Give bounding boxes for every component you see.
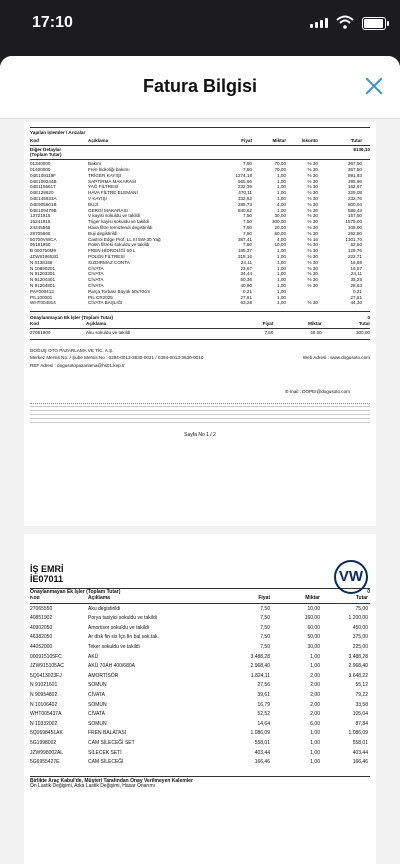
table-cell: 403,44 [352,749,368,756]
table-cell: 3.488,28 [348,653,368,660]
table-cell: PIL CR2025 [88,294,113,300]
vw-logo-icon: VW [334,560,368,594]
table-cell: Polen filtresi sokuldu ve takildi [88,242,150,248]
table-cell: 24,11 [240,259,252,265]
table-cell: 20,00 [274,224,286,230]
parts-table [30,161,370,306]
table-cell: 50,36 [240,277,252,283]
table-cell: % 30 [307,207,318,213]
table-cell: 2,00 [310,672,320,679]
table-cell: % 30 [307,161,318,167]
company-name: DOĞUŞ OTO PAZARLAMA VE TİC. A.Ş. [30,347,114,353]
table-cell: 232,39 [237,184,252,190]
table-cell: SİLECEK SETİ [88,749,122,756]
table-cell: 1,00 [310,749,320,756]
table-cell: N 91204401 [30,277,56,283]
table-cell: 28705665 [30,230,51,236]
table-row [30,691,370,701]
table-row [30,729,370,739]
table-cell: 7,50 [243,161,252,167]
table-cell: 60,00 [307,624,320,631]
table-cell: TRİGER KAYIŞI [88,172,122,178]
table-cell: AKÜ 70AH 400/680A [88,663,135,670]
table-cell: % 30 [307,265,318,271]
table-cell: 75,00 [355,605,368,612]
table-cell: 1,00 [310,730,320,737]
table-cell: 7,50 [243,219,252,225]
work-order-number: İE07011 [30,574,64,584]
table-cell: 1,00 [277,190,286,196]
table-cell: 318,16 [237,253,252,259]
company-mersis: Merkez Mersis No. / Şube Mersis No : 0394-0013-3630-0021 / 0394-0013-3630-0010 [30,355,204,361]
table-row [30,633,370,643]
table-cell: 1,00 [277,288,286,294]
table-cell: 7,50 [260,634,270,641]
table-cell: Fren hidroliği bakımı [88,166,130,172]
work-order-title: İŞ EMRİ [30,564,64,574]
table-cell: 10,00 [307,605,320,612]
table-cell: 04E115561T [30,184,56,190]
status-bar [0,0,400,48]
table-cell: GERGİ MAKARASI [88,207,128,213]
table-cell: 40902050 [30,624,53,631]
table-header: Kod Açıklama Fiyat Miktar İskonto Tutar [30,137,362,143]
table-cell: Hava filtre temizlendi degistirildi [88,224,153,230]
table-cell: WHT005437A [30,711,62,718]
table-cell: AMORTİSÖR [88,672,119,679]
table-cell: Castrol Edge Prof. LL III 5W-30 Yağ [88,236,161,242]
table-cell: CİVATA [88,265,104,271]
table-cell: Aku sokuldu ve takildi [86,329,131,335]
table-cell: N 0138158 [30,259,53,265]
table-cell: 01400000 [30,166,51,172]
table-cell: 1274,18 [235,172,252,178]
table-cell: V KAYIŞI [88,195,107,201]
table-cell: 1575,00 [345,219,362,225]
table-cell: 15241915 [30,219,51,225]
table-cell: 166,46 [254,759,270,766]
table-cell: 891,93 [347,172,362,178]
status-time: 17:10 [32,14,73,31]
table-cell: % 30 [307,277,318,283]
table-cell: N 10332002 [30,720,58,727]
table-cell: 50700VWCA [30,236,57,242]
table-cell: 367,50 [347,161,362,167]
table-cell: SIZDIRMAZ CONTA [88,259,130,265]
table-cell: 30,00 [307,643,320,650]
table-cell: 7,50 [260,643,270,650]
table-cell: % 30 [307,195,318,201]
table-cell: Bakım [88,161,102,167]
table-cell: 5Q0413023FJ [30,672,62,679]
table-row [30,643,370,653]
company-ref: REF Adresi : dogusotopazarlama@hs01.kep.tr [30,363,125,369]
table-cell: 27,61 [350,294,362,300]
table-cell: 1,00 [277,271,286,277]
table-cell: 35,25 [350,277,362,283]
table-cell: 558,01 [352,739,368,746]
table-cell: 375,00 [352,634,368,641]
table-cell: 52,52 [257,711,270,718]
note-text: Ön Lastik Değişimi, Arka Lastik Değişimi, Hasar Onarımı [30,783,156,790]
table-cell: 157,50 [347,213,362,219]
table-cell: SAPTIRMA MAKARASI [88,178,137,184]
page-number: Sayfa No 1 / 2 [184,431,216,438]
invoice-page-1[interactable] [24,122,376,526]
table-cell: % 30 [307,242,318,248]
table-cell: JZW819653G [30,253,59,259]
table-row [30,710,370,720]
table-cell: 332,52 [237,195,252,201]
table-cell: 23,67 [240,265,252,271]
table-cell: % 30 [307,213,318,219]
table-cell: 70,00 [274,161,286,167]
table-cell: 285,73 [237,201,252,207]
table-cell: CAM SİLECEĞİ [88,759,124,766]
table-cell: 95181950 [30,242,51,248]
invoice-sheet [0,56,400,864]
table-row [30,720,370,730]
sheet-header [0,56,400,119]
company-web: Web Adresi : www.dogusoto.com [302,355,370,361]
table-cell: 3.648,22 [348,672,368,679]
table-cell: % 30 [307,271,318,277]
table-cell: 6,00 [310,720,320,727]
table-cell: 232,76 [347,195,362,201]
table-cell: % 30 [307,166,318,172]
table-cell: 1.824,11 [250,672,270,679]
unapproved-table [30,330,370,336]
table-cell: 1,00 [310,653,320,660]
unapproved-columns: Kod Açıklama Fiyat Miktar Tutar [30,320,370,326]
table-cell: 7,50 [260,615,270,622]
table-row [30,605,370,615]
table-cell: 1,00 [310,759,320,766]
table-cell: 1,00 [277,207,286,213]
table-cell: 105,00 [347,224,362,230]
table-cell: 5G6955427E [30,759,60,766]
table-cell: FREN BALATASI [88,730,127,737]
table-cell: % 16 [307,236,318,242]
table-cell: 160,00 [304,615,320,622]
unapproved-header: Onaylanmayan Ek İşler (Toplam Tutar) 0 [30,315,370,321]
table-row [30,758,370,768]
table-cell: 0,21 [353,288,362,294]
table-cell: HAVA FİLTRE ELEMANI [88,190,138,196]
table-cell: 1.086,09 [250,730,270,737]
table-cell: 4,00 [277,236,286,242]
table-cell: PIL100001 [30,294,53,300]
table-cell: % 30 [307,190,318,196]
table-cell: 1,00 [310,739,320,746]
table-cell: % 30 [307,282,318,288]
table-cell: CİVATA [88,277,104,283]
table-cell: 1.200,00 [348,615,368,622]
table-cell: 13721915 [30,213,51,219]
table-cell: 01340000 [30,161,51,167]
table-cell: 50,00 [307,634,320,641]
table-cell: 2,00 [310,701,320,708]
table-cell: 565,66 [237,178,252,184]
p2-group-header: Onaylanmayan Ek İşler (Toplam Tutar) 0 [30,589,370,595]
table-cell: Parça Torbası Büyük 50x70cm [88,288,151,294]
table-cell: 50,00 [274,230,286,236]
table-cell: 16,88 [350,259,362,265]
table-cell: 000915105FC [30,653,62,660]
table-cell: CİVATA [88,282,104,288]
table-cell: 04E145933A [30,195,57,201]
table-cell: 14,64 [257,720,270,727]
table-cell: 28,63 [350,282,362,288]
table-cell: 7,50 [243,166,252,172]
note-title: Birlikte Araç Kabul'de, Müşteri Tarafından Onay Verilmeyen Kalemler [30,777,193,784]
table-cell: 2,00 [310,691,320,698]
table-cell: 588,43 [347,207,362,213]
table-cell: 162,67 [347,184,362,190]
table-cell: N 90954802 [30,691,58,698]
table-cell: 16,57 [350,265,362,271]
table-cell: POLEN FİLTRESİ [88,253,125,259]
table-cell: 4,00 [277,201,286,207]
table-cell: V kayisi sokuldu ve takildi [88,213,141,219]
table-cell: 63,28 [240,300,252,306]
table-cell: YAĞ FİLTRESİ [88,184,119,190]
table-cell: 470,11 [238,190,252,196]
table-cell: 7,50 [243,242,252,248]
table-cell: 7,50 [264,329,274,335]
table-cell: 46382050 [30,634,53,641]
table-cell: 7,50 [243,224,252,230]
table-cell: 04E109479B [30,207,57,213]
table-cell: 166,46 [352,759,368,766]
table-cell: 44,30 [350,300,362,306]
table-cell: 1,00 [277,277,286,283]
table-cell: 1,00 [277,195,286,201]
branch-list [30,403,370,429]
table-cell: CİVATA [88,711,105,718]
table-cell: AKÜ [88,653,99,660]
table-cell: 1,00 [277,253,286,259]
table-cell: 387,41 [237,236,252,242]
table-cell: 04E905601B [30,201,57,207]
table-cell: % 30 [307,248,318,254]
battery-icon [362,17,386,30]
table-cell: Aku degistirildi [88,605,121,612]
table-row [30,624,370,634]
table-cell: 16,79 [257,701,270,708]
table-cell: 1,00 [277,259,286,265]
table-cell: 10,00 [274,242,286,248]
table-cell: N 91021601 [30,682,58,689]
table-row [30,662,370,672]
table-cell: 185,37 [237,248,252,254]
table-row [30,614,370,624]
table-cell: 04E109244B [30,178,57,184]
table-cell: SOMUN [88,720,107,727]
table-cell: % 30 [307,178,318,184]
table-cell: Amortisor sokuldu ve takildi [88,624,149,631]
table-row [30,739,370,749]
table-cell: N 91203301 [30,271,56,277]
table-cell: 2.968,40 [250,663,270,670]
table-row [30,681,370,691]
table-cell: N 91264801 [30,282,56,288]
table-cell: Porya tasiyici sokuldu ve takildi [88,615,157,622]
sheet-title: Fatura Bilgisi [142,76,258,96]
table-cell: % 30 [307,201,318,207]
table-cell: 79,22 [355,691,368,698]
table-cell: 558,01 [254,739,270,746]
table-cell: 7,50 [243,213,252,219]
invoice-page-2[interactable] [24,534,376,864]
table-cell: 27061900 [30,329,51,335]
table-cell: % 30 [307,259,318,265]
table-cell: 1,00 [277,184,286,190]
table-cell: Buji degistirildi [88,230,118,236]
table-cell: 1,00 [277,248,286,254]
table-cell: SOMUN [88,682,107,689]
table-cell: 129,76 [347,248,362,254]
table-cell: 3.488,28 [250,653,270,660]
table-cell: % 30 [307,224,318,230]
table-cell: % 30 [307,219,318,225]
table-cell: 5G1998002 [30,739,57,746]
table-cell: 300,00 [355,329,370,335]
table-cell: 52,50 [350,242,362,248]
table-cell: % 30 [307,172,318,178]
table-cell: 87,84 [355,720,368,727]
p2-parts-table [30,605,370,768]
table-cell: BUJİ [88,201,98,207]
table-cell: N 10890201 [30,265,56,271]
table-cell: 27,61 [240,294,252,300]
table-cell: 1,00 [277,300,286,306]
table-cell: 1,00 [277,294,286,300]
table-cell: 1,00 [277,178,286,184]
table-row [30,749,370,759]
table-cell: 2.968,40 [348,663,368,670]
table-cell: CİVATA [88,691,105,698]
table-cell: 40,00 [310,329,322,335]
table-cell: 27,56 [257,682,270,689]
table-cell: 7,50 [260,605,270,612]
table-cell: 04E109119F [30,172,56,178]
table-cell: 1,00 [310,663,320,670]
close-icon[interactable] [362,74,386,98]
table-cell: 30,00 [274,213,286,219]
table-cell: 44052000 [30,643,53,650]
table-cell: B 000750M9 [30,248,57,254]
table-cell: JZW998002AL [30,749,64,756]
table-cell: 55,12 [355,682,368,689]
group-sublabel: (Toplam Tutar) [30,152,62,158]
table-cell: 40851902 [30,615,53,622]
table-row [30,672,370,682]
table-cell: FREN HİDROLİĞİ 60 L [88,248,136,254]
table-cell: 34,44 [240,271,252,277]
table-row [30,330,370,336]
table-cell: 1,00 [277,282,286,288]
table-cell: 5Q0698451AK [30,730,63,737]
table-cell: 40,90 [240,282,252,288]
section-title: Yapılan İşlemler / Arızalar [30,130,86,135]
table-cell: 1,00 [277,265,286,271]
table-cell: 33,58 [355,701,368,708]
table-cell: 403,44 [254,749,270,756]
table-cell: SOMUN [88,701,107,708]
table-cell: 24245565 [30,224,51,230]
table-cell: 2,00 [310,711,320,718]
table-cell: CAM SİLECEĞİ SET [88,739,135,746]
table-cell: Ar disk fin sis İçn fin bal sok.tak. [88,634,159,641]
table-row [30,701,370,711]
table-cell: CİVATA [88,271,104,277]
table-cell: Triger kayisi sokuldu ve takildi [88,219,149,225]
table-cell: N 10106402 [30,701,58,708]
table-cell: 840,62 [237,207,252,213]
table-cell: % 30 [307,184,318,190]
table-cell: Teker sokuldu ve takildi [88,643,140,650]
table-cell: 24,11 [350,271,362,277]
table-cell: 1301,70 [345,236,362,242]
table-cell: 27065550 [30,605,53,612]
table-cell: 222,71 [347,253,362,259]
table-cell: 367,50 [347,166,362,172]
table-cell: WHT004914 [30,300,56,306]
company-email: E-mail : DOPEI@dogusoto.com [285,388,350,394]
table-cell: 0,21 [243,288,252,294]
group-header: Diğer Detaylar 8136,10 [30,146,370,152]
table-cell: 300,00 [271,219,286,225]
table-cell: 1,00 [277,172,286,178]
table-cell: 39,61 [257,691,270,698]
table-cell: 7,50 [260,624,270,631]
table-cell: PAY000413 [30,288,54,294]
table-cell: 800,04 [347,201,362,207]
table-cell: % 30 [307,253,318,259]
table-cell: JZW915105AC [30,663,64,670]
table-cell: 225,00 [352,643,368,650]
table-cell: % 30 [307,300,318,306]
wifi-icon [336,15,354,29]
table-row [30,653,370,663]
table-cell: 329,08 [347,190,362,196]
table-cell: 395,96 [347,178,362,184]
table-cell: 1.086,09 [348,730,368,737]
table-cell: 105,04 [352,711,368,718]
table-cell: % 30 [307,230,318,236]
table-cell: 04E129620 [30,190,54,196]
cellular-signal-icon [310,18,328,28]
table-cell: 262,50 [347,230,362,236]
table-cell: 2,00 [310,682,320,689]
table-cell: 7,50 [243,230,252,236]
table-cell: 70,00 [274,166,286,172]
table-cell: CİVATA BAŞLIĞI [88,300,123,306]
table-row [30,300,370,306]
table-cell: 450,00 [352,624,368,631]
p2-table-header: Kod Açıklama Fiyat Miktar Tutar [30,594,368,601]
